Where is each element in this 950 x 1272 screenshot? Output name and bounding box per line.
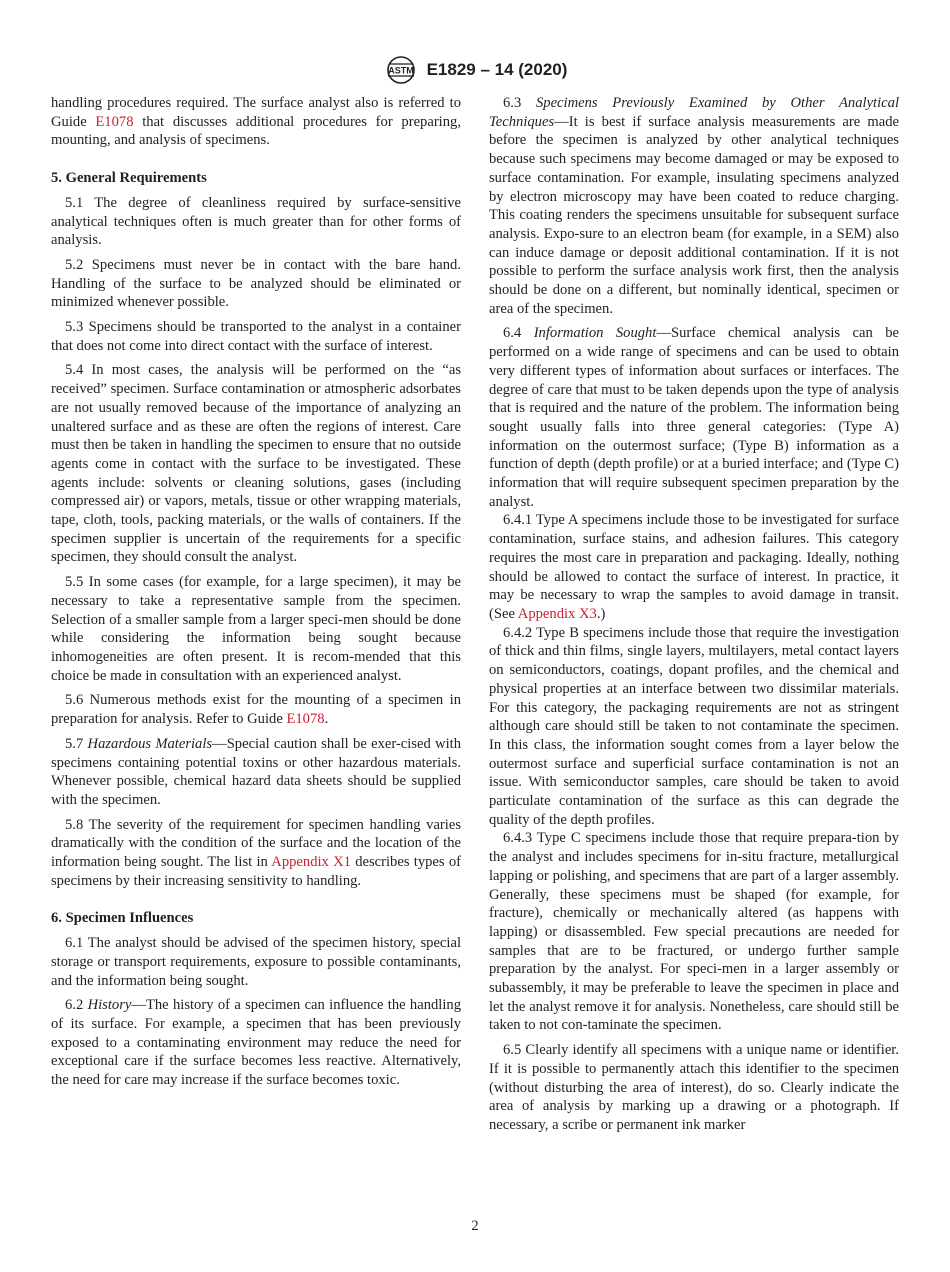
paragraph-5-1: 5.1 The degree of cleanliness required by surface-sensitive analytical techniques often is much greater than for other forms of analysis. [51, 194, 461, 249]
paragraph-5-2: 5.2 Specimens must never be in contact with the bare hand. Handling of the surface to be analyzed should be eliminated or minimized whenever possible. [51, 256, 461, 311]
paragraph-6-1: 6.1 The analyst should be advised of the specimen history, special storage or transport requirements, exposure to possible contaminants, and the information being sought. [51, 935, 461, 989]
paragraph-6-4-3: 6.4.3 Type C specimens include those that require prepara-tion by the analyst and includes specimens for in-situ fracture, metallurgical lapping or polishing, and specimens that are part of a larger assembly. Generally, these specimens must be shaped (for example, for fracture), chemically or mechanically altered (as happens with lapping) or disassembled. Few special precautions are needed for samples that are to be fractured, or undergo further sample preparation by the analyst. For speci-men in a larger assembly or subassembly, it may be preferable to leave the specimen in place and let the analyst remove it for analysis. Nonetheless, care should still be taken to not con-taminate the specimen. [489, 830, 899, 1034]
paragraph-5-8: 5.8 The severity of the requirement for specimen handling varies dramatically with the condition of the surface and the location of the information being sought. The list in Appendix X1 describes types of specimens by their increasing sensitivity to handling. [51, 816, 461, 889]
document-designation: E1829 – 14 (2020) [426, 60, 568, 79]
paragraph-5-6: 5.6 Numerous methods exist for the mounting of a specimen in preparation for analysis. Refer to Guide E1078. [51, 692, 461, 728]
logo-text: ASTM [387, 65, 414, 76]
paragraph-5-3: 5.3 Specimens should be transported to the analyst in a container that does not come into direct contact with the surface of interest. [51, 319, 461, 354]
paragraph-5-4: 5.4 In most cases, the analysis will be performed on the “as received” specimen. Surface contamination or atmospheric adsorbates are not usually removed because of the importance of analyzing an unaltered surface and as these are often the regions of interest. Care must then be taken in handling the specimen to ensure that no outside agents come in contact with the surface to be investigated. These agents include: solvents or cleaning solutions, gases (including compressed air) or vapors, metals, tissue or other wrapping materials, tape, cloth, tools, packing materials, or the walls of containers. If the specimen supplier is uncertain of the requirements for a specific specimen, they should consult the analyst. [51, 362, 461, 566]
e1078-link[interactable]: E1078 [286, 711, 325, 728]
paragraph-5-7: 5.7 Hazardous Materials—Special caution shall be exer-cised with specimens containing potential toxins or other hazardous materials. Whenever possible, chemical hazard data sheets should be supplied with the specimen. [51, 735, 461, 808]
paragraph-6-3: 6.3 Specimens Previously Examined by Other Analytical Techniques—It is best if surface analysis measurements are made before the specimen is analyzed by other analytical techniques because such specimens may become damaged or may be exposed to surface contamination. For example, insulating specimens analyzed by electron microscopy may have been coated to reduce charging. This coating renders the specimens unsuitable for subsequent surface analysis. Expo-sure to an electron beam (for example, in a SEM) also can induce damage or deposit additional contamination. If it is not possible to perform the surface analysis work first, then the analysis should be done on a different, but nominally identical, specimen or area of the specimen. [489, 95, 899, 317]
paragraph-6-5: 6.5 Clearly identify all specimens with a unique name or identifier. If it is possible to permanently attach this identifier to the specimen (without disturbing the area of interest), do so. Clearly indicate the area of analysis by marking up a drawing or a photograph. If necessary, a scribe or permanent ink marker [489, 1042, 899, 1133]
e1078-link[interactable]: E1078 [95, 113, 134, 130]
paragraph-6-4-1: 6.4.1 Type A specimens include those to be investigated for surface contamination, surface stains, and adhesion failures. This category requires the most care in preparation and packaging. Ideally, nothing should be allowed to contact the surface of interest. In practice, it may be necessary to wrap the samples to avoid damage in transit. (See Appendix X3.) [489, 512, 899, 622]
appendix-x3-link[interactable]: Appendix X3 [517, 605, 597, 622]
paragraph-6-2: 6.2 History—The history of a specimen can influence the handling of its surface. For example, a specimen that has been previously exposed to a contaminating environment may reduce the need for exceptional care if the surface becomes less reactive. Alternatively, the need for care may increase if the surface becomes toxic. [51, 997, 462, 1089]
page-header [0, 54, 950, 86]
right-column [489, 94, 899, 1135]
paragraph-5-5: 5.5 In some cases (for example, for a large specimen), it may be necessary to take a representative sample from the specimen. Selection of a smaller sample from a larger speci-men should be done while considering the information being sought because inhomogeneities are often present. It is recom-mended that this choice be made in consultation with an experienced analyst. [51, 574, 461, 684]
paragraph-6-4: 6.4 Information Sought—Surface chemical analysis can be performed on a wide range of specimens and can be used to obtain very different types of information about surfaces or interfaces. The degree of care that must to be taken depends upon the type of analysis that is required and the nature of the problem. The information being sought usually falls into three general categories: (Type A) information on the outermost surface; (Type B) information as a function of depth (depth profile) or at a buried interface; and (Type C) information that will require subsequent specimen preparation by the analyst. [489, 325, 899, 510]
paragraph-6-4-2: 6.4.2 Type B specimens include those that require the investigation of thick and thin films, single layers, multilayers, metal contact layers on semiconductors, coatings, dopant profiles, and the chemical and physical properties at an interface between two dissimilar materials. For this category, the packaging requirements are not as stringent although care should still be taken to not contaminate the specimen. In this class, the information sought comes from a layer below the outermost surface and superficial surface contamination is not an issue. With semiconductor samples, care should be taken to avoid particulate contamination of the surface as this can degrade the quality of the depth profiles. [489, 624, 899, 828]
section-5-heading: 5. General Requirements [51, 170, 207, 187]
page-number: 2 [471, 1218, 479, 1234]
paragraph-continuation: handling procedures required. The surface analyst also is referred to Guide E1078 that discusses additional procedures for preparing, mounting, and analysis of specimens. [51, 95, 461, 149]
left-column [51, 94, 461, 1090]
section-6-heading: 6. Specimen Influences [51, 910, 194, 927]
astm-logo-icon [383, 54, 419, 86]
appendix-x1-link[interactable]: Appendix X1 [271, 854, 351, 871]
